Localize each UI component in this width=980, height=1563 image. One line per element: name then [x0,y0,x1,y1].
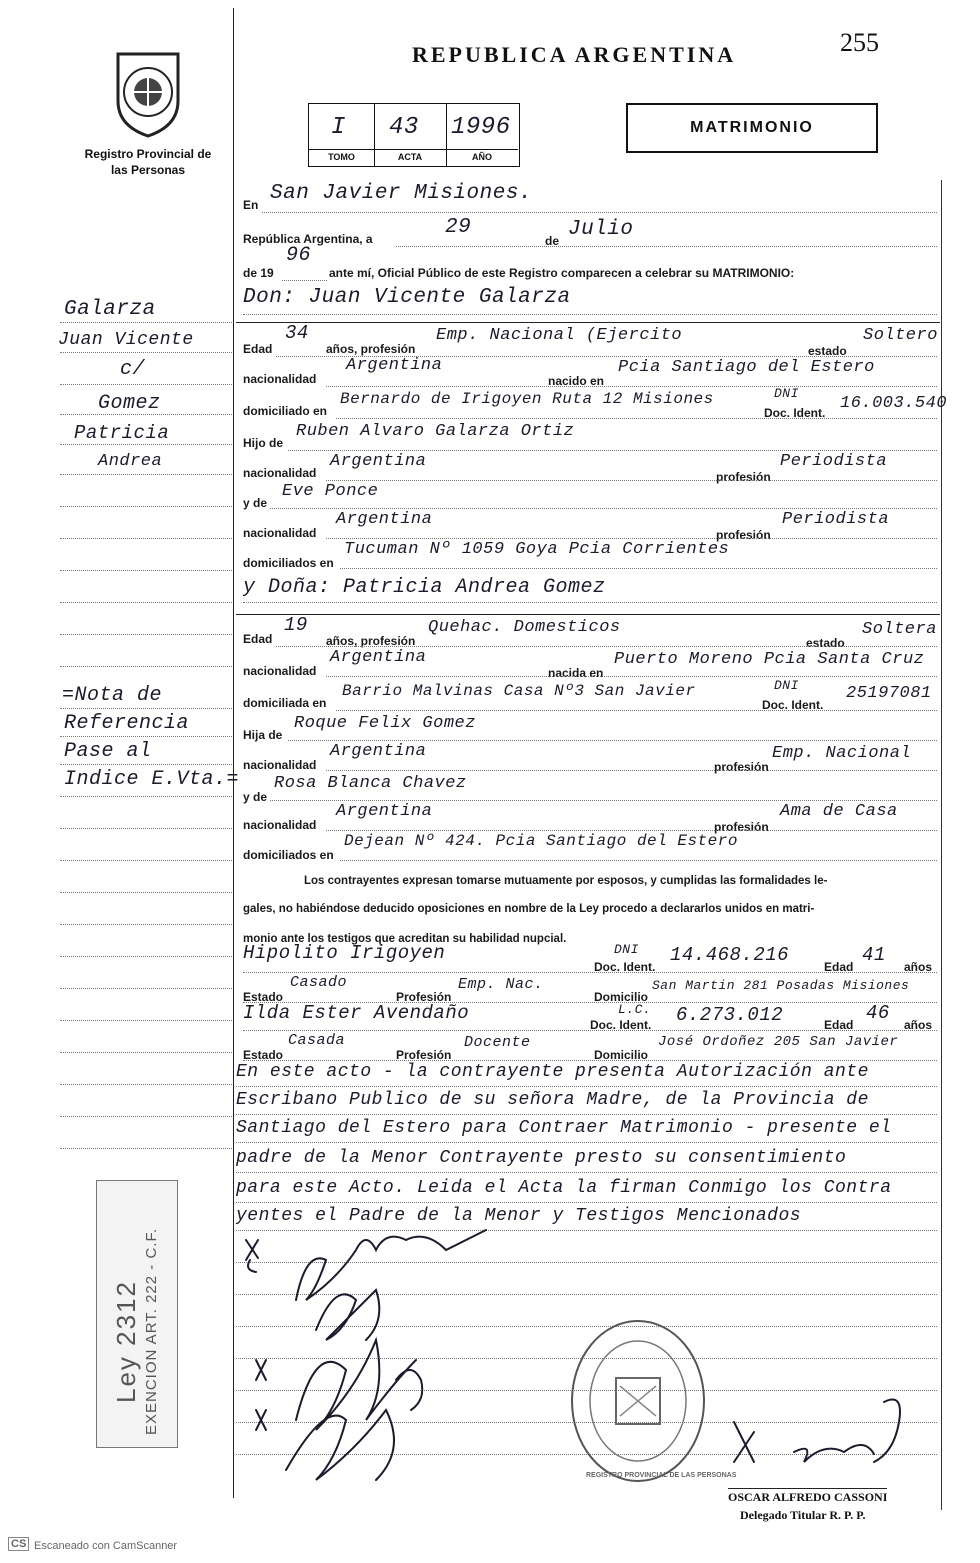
official-name: OSCAR ALFREDO CASSONI [728,1490,888,1504]
witness-2-name: Ilda Ester Avendaño [243,1002,470,1024]
bride-father-prof-label: profesión [714,760,769,774]
margin-surname-2: Gomez [98,392,161,415]
groom-nacionalidad-label: nacionalidad [243,372,317,386]
tax-stamp-line-2: EXENCION ART. 222 - C.F. [143,1227,160,1435]
ano-label: AÑO [472,152,492,162]
margin-name-1: Juan Vicente [58,330,194,350]
witness-2-edad: 46 [866,1002,890,1024]
witness-1-doc-label: Doc. Ident. [594,960,656,974]
witness-1-edad: 41 [862,944,886,966]
de-label: de [545,234,560,248]
bride-mother: Rosa Blanca Chavez [274,774,467,793]
margin-note-2: Referencia [64,712,190,735]
witness-2-estado-label: Estado [243,1048,284,1062]
groom-yde-label: y de [243,496,268,510]
witness-2-anos-label: años [904,1018,933,1032]
witness-1-doc: 14.468.216 [670,944,790,966]
groom-mother-nac-label: nacionalidad [243,526,317,540]
en-label: En [243,198,259,212]
right-margin-rule [941,180,942,1510]
witness-1-domicilio-label: Domicilio [594,990,649,1004]
groom-doc-type: DNI [774,386,799,401]
witness-2-edad-label: Edad [824,1018,854,1032]
witness-2-domicilio: José Ordoñez 205 San Javier [658,1034,899,1050]
groom-hijo-label: Hijo de [243,436,284,450]
bride-father-prof: Emp. Nacional [772,744,912,763]
groom-father-prof-label: profesión [716,470,771,484]
acta-value: 43 [389,114,419,141]
tomo-value: I [331,114,346,141]
bride-doc-label: Doc. Ident. [762,698,824,712]
bride-nacida: Puerto Moreno Pcia Santa Cruz [614,650,925,669]
left-margin-rule [233,8,234,1498]
bride-parents-domicilio: Dejean Nº 424. Pcia Santiago del Estero [344,832,738,850]
bride-mother-prof: Ama de Casa [780,802,898,821]
groom-domicilio: Bernardo de Irigoyen Ruta 12 Misiones [340,390,714,408]
bride-father: Roque Felix Gomez [294,714,476,733]
groom-mother-prof-label: profesión [716,528,771,542]
bride-father-nac-label: nacionalidad [243,758,317,772]
groom-doc: 16.003.540 [840,394,948,413]
seal-text: REGISTRO PROVINCIAL DE LAS PERSONAS [586,1472,737,1479]
official-signature [724,1382,924,1472]
coat-of-arms-logo [108,46,188,138]
groom-father-nac: Argentina [330,452,427,471]
official-seal [568,1316,737,1486]
groom-estado: Soltero [863,326,938,345]
bride-profesion: Quehac. Domesticos [428,618,621,637]
declaration-line-1: Los contrayentes expresan tomarse mutuamente por esposos, y cumplidas las formalidades le- [304,875,828,887]
margin-note-3: Pase al [64,740,152,763]
day-value: 29 [445,216,472,239]
witness-2-profesion: Docente [464,1034,531,1051]
witness-2-doc-type: L.C. [618,1002,652,1017]
bride-hija-label: Hija de [243,728,283,742]
bride-doc-type: DNI [774,678,799,693]
bride-mother-nac-label: nacionalidad [243,818,317,832]
groom-father-nac-label: nacionalidad [243,466,317,480]
page-number: 255 [840,28,879,57]
document-type-box: MATRIMONIO [626,103,878,153]
witness-1-profesion: Emp. Nac. [458,976,544,993]
camscanner-logo: CS [8,1537,29,1551]
witness-2-doc-label: Doc. Ident. [590,1018,652,1032]
bride-estado-label: estado [806,636,845,650]
bride-father-nac: Argentina [330,742,427,761]
witness-1-anos-label: años [904,960,933,974]
scanner-text: Escaneado con CamScanner [34,1540,178,1552]
witness-2-domicilio-label: Domicilio [594,1048,649,1062]
groom-parents-domicilio: Tucuman Nº 1059 Goya Pcia Corrientes [344,540,730,559]
groom-nacionalidad: Argentina [346,356,443,375]
declaration-line-3: monio ante los testigos que acreditan su habilidad nupcial. [243,933,567,945]
witness-1-name: Hipolito Irigoyen [243,942,446,964]
tomo-label: TOMO [328,152,355,162]
groom-domicilio-label: domiciliado en [243,404,328,418]
tax-exemption-stamp [96,1180,178,1448]
ano-value: 1996 [451,114,511,141]
groom-father-prof: Periodista [780,452,888,471]
witness-1-profesion-label: Profesión [396,990,452,1004]
bride-edad: 19 [284,614,308,636]
act-reference-box [308,103,520,167]
margin-name-2: Patricia [74,422,170,444]
country-title: REPUBLICA ARGENTINA [412,42,737,67]
groom-name: Don: Juan Vicente Galarza [243,286,571,309]
groom-estado-label: estado [808,344,847,358]
groom-mother-prof: Periodista [782,510,890,529]
year-value: 96 [286,244,312,267]
margin-connector: c/ [120,358,146,381]
bride-edad-label: Edad [243,632,273,646]
bride-nacionalidad: Argentina [330,648,427,667]
groom-domiciliados-label: domiciliados en [243,556,334,570]
official-title: Delegado Titular R. P. P. [740,1508,866,1522]
bride-estado: Soltera [862,620,937,639]
bride-profesion-label: años, profesión [326,634,416,648]
groom-mother-nac: Argentina [336,510,433,529]
ante-text: ante mí, Oficial Público de este Registro comparecen a celebrar su MATRIMONIO: [329,266,795,280]
groom-profesion-label: años, profesión [326,342,416,356]
declaration-line-2: gales, no habiéndose deducido oposiciones en nombre de la Ley procedo a declararlos unidos en matri- [243,903,815,915]
bride-nacionalidad-label: nacionalidad [243,664,317,678]
tax-stamp-line-1: Ley 2312 [111,1280,141,1403]
de19-label: de 19 [243,266,274,280]
margin-surname-1: Galarza [64,298,156,321]
groom-nacido-label: nacido en [548,374,605,388]
bride-mother-prof-label: profesión [714,820,769,834]
note-line-3: Santiago del Estero para Contraer Matrimonio - presente el [236,1118,892,1138]
place-value: San Javier Misiones. [270,182,533,205]
bride-name: y Doña: Patricia Andrea Gomez [243,576,606,599]
bride-mother-nac: Argentina [336,802,433,821]
note-line-5: para este Acto. Leida el Acta la firman Conmigo los Contra [236,1178,892,1198]
witness-1-doc-type: DNI [614,942,639,957]
bride-domicilio-label: domiciliada en [243,696,327,710]
witness-2-profesion-label: Profesión [396,1048,452,1062]
witness-2-doc: 6.273.012 [676,1004,784,1026]
groom-profesion: Emp. Nacional (Ejercito [436,326,683,345]
note-line-2: Escribano Publico de su señora Madre, de la Provincia de [236,1090,869,1110]
witness-2-estado: Casada [288,1032,346,1049]
margin-name-2b: Andrea [98,452,163,471]
margin-note-1: =Nota de [62,684,163,707]
bride-yde-label: y de [243,790,268,804]
registry-name: Registro Provincial de las Personas [84,147,212,177]
witness-1-edad-label: Edad [824,960,854,974]
groom-mother: Eve Ponce [282,482,379,501]
bride-doc: 25197081 [846,684,932,703]
groom-doc-label: Doc. Ident. [764,406,826,420]
note-line-6: yentes el Padre de la Menor y Testigos Mencionados [236,1206,802,1226]
margin-note-4: Indice E.Vta.= [64,768,240,791]
groom-nacido: Pcia Santiago del Estero [618,358,875,377]
witness-1-estado: Casado [290,974,348,991]
bride-nacida-label: nacida en [548,666,604,680]
groom-father: Ruben Alvaro Galarza Ortiz [296,422,575,441]
note-line-4: padre de la Menor Contrayente presto su consentimiento [236,1148,847,1168]
witness-1-domicilio: San Martin 281 Posadas Misiones [652,978,910,993]
bride-domiciliados-label: domiciliados en [243,848,334,862]
republica-label: República Argentina, a [243,232,373,246]
note-line-1: En este acto - la contrayente presenta Autorización ante [236,1062,869,1082]
groom-edad: 34 [285,322,309,344]
bride-domicilio: Barrio Malvinas Casa Nº3 San Javier [342,682,696,700]
groom-edad-label: Edad [243,342,273,356]
month-value: Julio [568,218,634,241]
acta-label: ACTA [397,152,423,162]
witness-1-estado-label: Estado [243,990,284,1004]
